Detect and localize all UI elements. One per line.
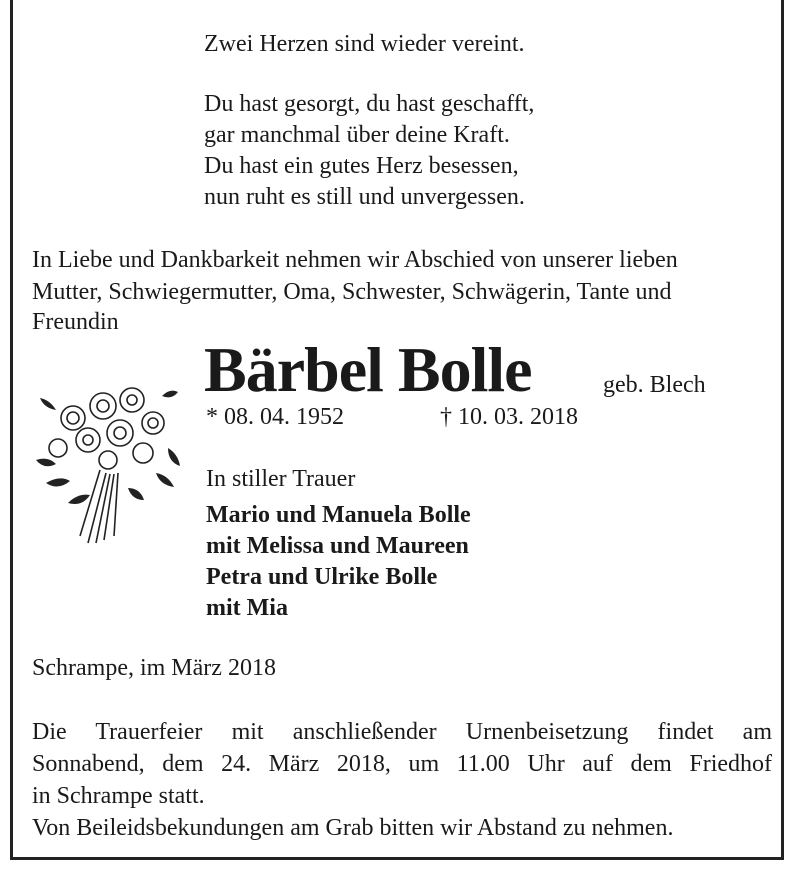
intro-line: Freundin [32,309,119,335]
poem-line: Zwei Herzen sind wieder vereint. [204,31,525,57]
funeral-line: Die Trauerfeier mit anschließender Urnenbeisetzung findet am [32,719,772,745]
mourner-line: Mario und Manuela Bolle [206,502,471,528]
mourner-line: mit Melissa und Maureen [206,533,469,559]
mourners-heading: In stiller Trauer [206,466,356,492]
flower-bouquet-icon [28,378,188,548]
poem-line: gar manchmal über deine Kraft. [204,122,510,148]
birth-name: geb. Blech [603,372,706,398]
poem-line: Du hast ein gutes Herz besessen, [204,153,519,179]
place-date: Schrampe, im März 2018 [32,655,276,681]
poem-line: Du hast gesorgt, du hast geschafft, [204,91,535,117]
mourner-line: Petra und Ulrike Bolle [206,564,438,590]
poem-line: nun ruht es still und unvergessen. [204,184,525,210]
funeral-line: Sonnabend, dem 24. März 2018, um 11.00 Uhr auf dem Friedhof [32,751,772,777]
deceased-name: Bärbel Bolle [204,334,532,405]
mourner-line: mit Mia [206,595,288,621]
funeral-line: in Schrampe statt. [32,783,205,809]
birth-date: * 08. 04. 1952 [206,404,344,430]
condolence-note: Von Beileidsbekundungen am Grab bitten wir Abstand zu nehmen. [32,815,674,841]
intro-line: In Liebe und Dankbarkeit nehmen wir Abschied von unserer lieben [32,247,678,273]
intro-line: Mutter, Schwiegermutter, Oma, Schwester, Schwägerin, Tante und [32,279,672,305]
death-date: † 10. 03. 2018 [440,404,578,430]
